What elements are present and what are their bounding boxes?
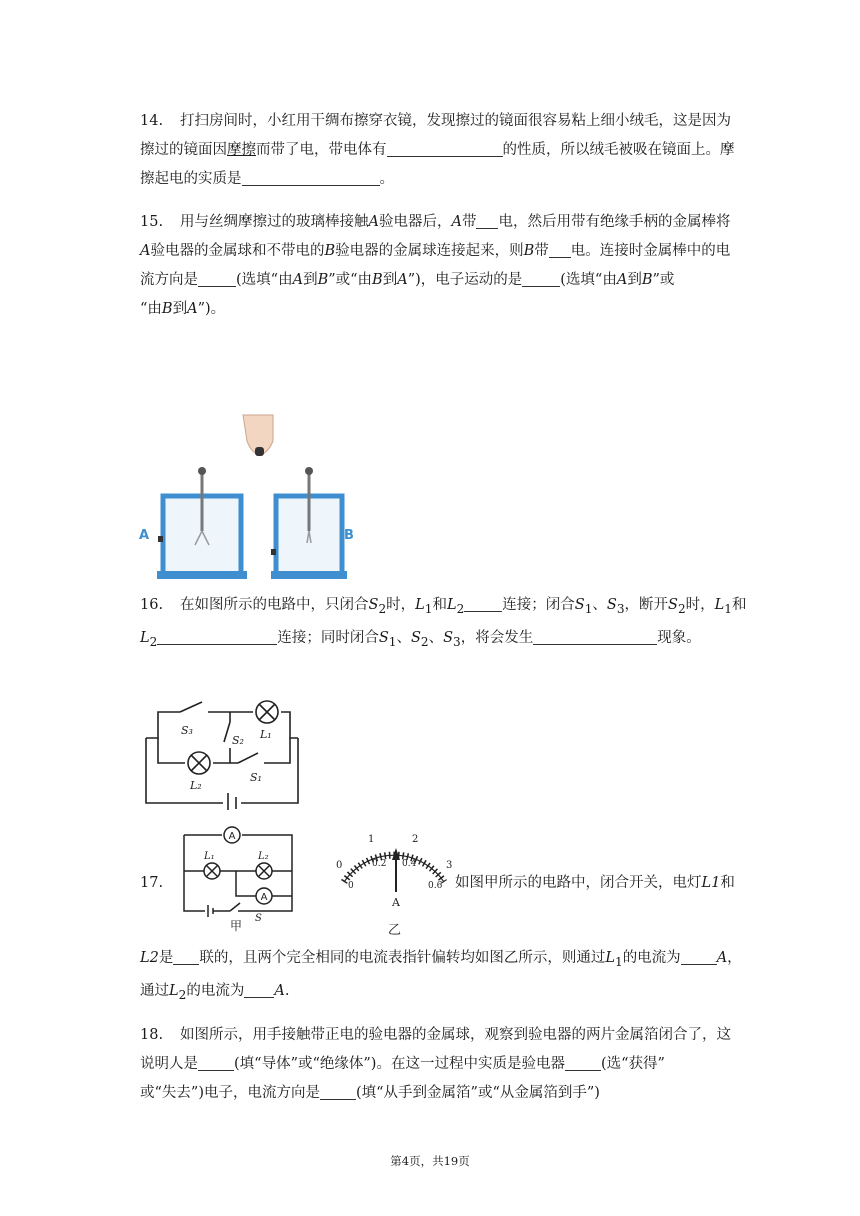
question-text: (选填“由 bbox=[236, 272, 293, 288]
question-text: 连接；同时闭合 bbox=[277, 629, 379, 646]
question-text: 如图所示，用手接触带正电的验电器的金属球，观察到验电器的两片金属箔闭合了，这 bbox=[180, 1027, 731, 1043]
question-text: 到 bbox=[627, 272, 642, 288]
question-text: ”)，电子运动的是 bbox=[407, 272, 523, 288]
question-text: 是 bbox=[158, 950, 174, 966]
variable: L bbox=[605, 950, 615, 966]
variable: S bbox=[443, 629, 454, 646]
question-number: 15. bbox=[140, 214, 164, 230]
variable: A bbox=[140, 243, 151, 259]
question-text: 到 bbox=[172, 301, 188, 317]
variable: B bbox=[324, 243, 336, 259]
question-text: “由 bbox=[140, 301, 162, 317]
question-text: 和 bbox=[432, 597, 447, 613]
subscript: 1 bbox=[615, 954, 623, 969]
label-b: B bbox=[344, 528, 354, 543]
variable: L1 bbox=[701, 875, 721, 891]
question-text: 连接；闭合 bbox=[502, 597, 575, 613]
answer-blank bbox=[157, 628, 277, 645]
question-text: . bbox=[284, 982, 290, 999]
answer-blank bbox=[464, 595, 502, 612]
ammeter-top-icon bbox=[224, 827, 240, 843]
question-text: 时， bbox=[685, 597, 715, 613]
variable: B bbox=[161, 301, 173, 317]
variable: A bbox=[292, 272, 304, 288]
question-text: (填“导体”或“绝缘体”)。在这一过程中实质是验电器 bbox=[234, 1056, 565, 1072]
subscript: 2 bbox=[677, 601, 686, 616]
question-text: 用与丝绸摩擦过的玻璃棒接触 bbox=[180, 214, 369, 230]
question-text: 验电器后， bbox=[378, 214, 452, 230]
tick-label: 0 bbox=[348, 881, 354, 891]
variable: A bbox=[368, 214, 379, 230]
question-number: 14. bbox=[140, 113, 164, 129]
variable: A bbox=[716, 950, 728, 966]
question-text: (选“获得” bbox=[600, 1056, 665, 1072]
question-text: 说明人是 bbox=[140, 1056, 198, 1072]
electroscope-figure bbox=[135, 413, 365, 583]
question-text: 验电器的金属球连接起来，则 bbox=[335, 243, 524, 259]
answer-blank bbox=[244, 981, 274, 998]
question-text: 带 bbox=[461, 214, 477, 230]
question-text: 在如图所示的电路中，只闭合 bbox=[180, 597, 369, 613]
question-text: 或“失去”)电子，电流方向是 bbox=[140, 1085, 320, 1101]
unit-label: A bbox=[392, 896, 400, 909]
variable: L2 bbox=[140, 950, 159, 966]
variable: A bbox=[274, 982, 285, 999]
label-s2: S₂ bbox=[232, 734, 244, 747]
electroscope-b bbox=[271, 467, 347, 579]
answer-blank bbox=[565, 1054, 601, 1071]
subscript: 2 bbox=[420, 634, 429, 649]
lamp-l1-icon bbox=[204, 863, 220, 879]
answer-blank bbox=[198, 1054, 234, 1071]
question-text: 和 bbox=[731, 597, 747, 613]
question-14 bbox=[140, 107, 752, 194]
answer-blank bbox=[533, 628, 657, 645]
subscript: 2 bbox=[178, 987, 187, 1002]
page-footer: 第4页，共19页 bbox=[390, 1154, 470, 1168]
question-17 bbox=[140, 944, 752, 1010]
variable: B bbox=[523, 243, 535, 259]
variable: B bbox=[641, 272, 653, 288]
question-text: 现象。 bbox=[657, 629, 701, 646]
answer-blank bbox=[522, 270, 560, 287]
question-text: 的电流为 bbox=[622, 950, 681, 966]
subscript: 1 bbox=[388, 634, 397, 649]
switch-s3-lever bbox=[180, 702, 202, 712]
question-text: ，断开 bbox=[624, 597, 669, 613]
answer-blank bbox=[320, 1083, 356, 1100]
question-text: 电。连接时金属棒中的电 bbox=[570, 243, 731, 259]
subscript: 3 bbox=[616, 601, 625, 616]
label-s3: S₃ bbox=[181, 724, 193, 737]
question-text: 擦起电的实质是 bbox=[140, 171, 242, 187]
variable: L bbox=[714, 597, 725, 613]
lamp-l2-icon bbox=[256, 863, 272, 879]
question-number: 17. bbox=[140, 875, 164, 891]
variable: B bbox=[372, 272, 383, 288]
question-text: 联的，且两个完全相同的电流表指针偏转均如图乙所示，则通过 bbox=[199, 950, 606, 966]
answer-blank bbox=[198, 270, 236, 287]
answer-blank bbox=[242, 169, 380, 186]
lamp-l1-icon bbox=[256, 701, 278, 723]
tick-label: 0.4 bbox=[402, 859, 417, 869]
question-text: 到 bbox=[303, 272, 318, 288]
tick-label: 0.6 bbox=[428, 881, 443, 891]
variable: S bbox=[410, 629, 421, 646]
question-text: 的电流为 bbox=[186, 982, 245, 999]
subscript: 3 bbox=[453, 634, 461, 649]
variable: B bbox=[317, 272, 329, 288]
question-text: 时， bbox=[386, 597, 416, 613]
question-text: ， bbox=[727, 950, 742, 966]
question-text: 、 bbox=[428, 629, 444, 646]
variable: S bbox=[574, 597, 585, 613]
question-text: 和 bbox=[720, 875, 735, 891]
question-number: 16. bbox=[140, 597, 164, 613]
variable: S bbox=[606, 597, 617, 613]
question-text: 打扫房间时，小红用干绸布擦穿衣镜，发现擦过的镜面很容易粘上细小绒毛，这是因为 bbox=[180, 113, 731, 129]
label-s: S bbox=[255, 913, 262, 924]
variable: A bbox=[451, 214, 462, 230]
tick-label: 2 bbox=[412, 834, 419, 845]
ammeter-label: A bbox=[260, 892, 268, 903]
ammeter-bottom-icon bbox=[256, 888, 272, 904]
variable: L bbox=[169, 982, 179, 999]
variable: S bbox=[368, 597, 379, 613]
question-text: ”或“由 bbox=[328, 272, 373, 288]
lamp-l2-icon bbox=[188, 752, 210, 774]
hand-icon bbox=[243, 415, 273, 456]
variable: S bbox=[378, 629, 389, 646]
answer-blank bbox=[681, 948, 717, 965]
question-text: 、 bbox=[592, 597, 607, 613]
question-text: 的性质，所以绒毛被吸在镜面上。摩 bbox=[502, 142, 735, 158]
answer-blank bbox=[549, 241, 571, 258]
subscript: 1 bbox=[584, 601, 593, 616]
variable: S bbox=[668, 597, 678, 613]
variable: L bbox=[446, 597, 457, 613]
ammeter-dial-figure bbox=[330, 830, 455, 940]
subscript: 1 bbox=[724, 601, 732, 616]
question-text: ， bbox=[460, 629, 476, 646]
subscript: 1 bbox=[424, 601, 433, 616]
question-text: 将会发生 bbox=[475, 629, 534, 646]
variable: L bbox=[140, 629, 150, 646]
question-text: (选填“由 bbox=[560, 272, 617, 288]
tick-label: 0.2 bbox=[372, 859, 387, 869]
question-text: ”)。 bbox=[197, 301, 226, 317]
question-text: 如图甲所示的电路中，闭合开关，电灯 bbox=[455, 875, 702, 891]
ammeter-label: A bbox=[228, 831, 236, 842]
answer-blank bbox=[476, 212, 498, 229]
question-17-head bbox=[455, 869, 755, 898]
question-text: 而带了电，带电体有 bbox=[256, 142, 387, 158]
question-text: 。 bbox=[379, 171, 394, 187]
subscript: 2 bbox=[149, 634, 158, 649]
tick-label: 0 bbox=[336, 860, 343, 871]
variable: L bbox=[415, 597, 425, 613]
label-a: A bbox=[139, 528, 150, 543]
question-text: 擦过的镜面因 bbox=[140, 142, 227, 158]
question-text: (填“从手到金属箔”或“从金属箔到手”) bbox=[355, 1085, 600, 1101]
question-text: 到 bbox=[382, 272, 398, 288]
variable: A bbox=[616, 272, 628, 288]
question-text: 流方向是 bbox=[140, 272, 198, 288]
label-s1: S₁ bbox=[250, 771, 262, 784]
question-16 bbox=[140, 591, 752, 657]
variable: A bbox=[397, 272, 408, 288]
question-18 bbox=[140, 1021, 752, 1108]
label-l1: L₁ bbox=[204, 851, 215, 862]
answer-blank bbox=[173, 948, 199, 965]
question-text: 通过 bbox=[140, 982, 169, 999]
caption-yi: 乙 bbox=[388, 923, 402, 938]
tick-label: 1 bbox=[368, 834, 375, 845]
caption-jia: 甲 bbox=[230, 919, 243, 933]
label-l2: L₂ bbox=[190, 779, 202, 792]
underlined-term: 摩擦 bbox=[227, 142, 256, 158]
electroscope-a bbox=[157, 467, 247, 579]
subscript: 2 bbox=[378, 601, 387, 616]
question-15 bbox=[140, 208, 752, 324]
question-text: 电，然后用带有绝缘手柄的金属棒将 bbox=[498, 214, 731, 230]
label-l2: L₂ bbox=[258, 851, 269, 862]
subscript: 2 bbox=[456, 601, 465, 616]
question-text: 验电器的金属球和不带电的 bbox=[150, 243, 325, 259]
question-text: 、 bbox=[396, 629, 411, 646]
circuit-figure-16 bbox=[138, 690, 303, 810]
answer-blank bbox=[387, 140, 503, 157]
question-text: 带 bbox=[534, 243, 549, 259]
tick-label: 3 bbox=[446, 860, 453, 871]
variable: A bbox=[187, 301, 198, 317]
question-number: 18. bbox=[140, 1027, 164, 1043]
circuit-figure-17-jia bbox=[180, 823, 305, 933]
question-text: ”或 bbox=[652, 272, 675, 288]
label-l1: L₁ bbox=[260, 728, 272, 741]
